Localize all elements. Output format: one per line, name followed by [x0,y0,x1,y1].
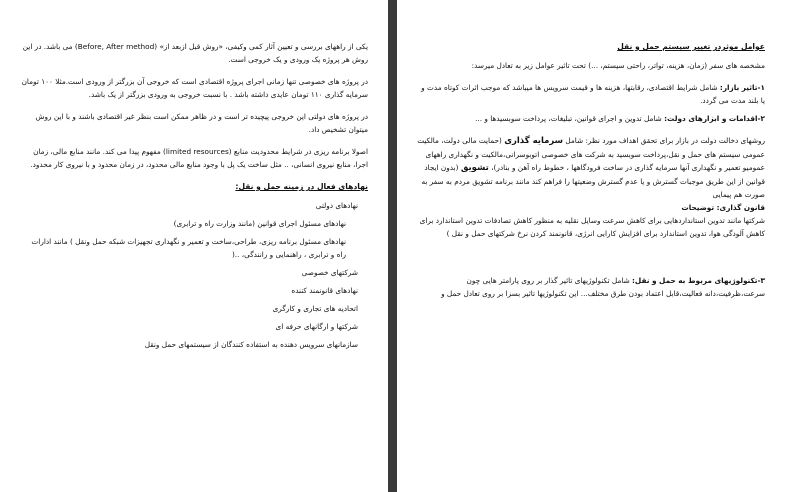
bold-term-legislation: قانون گذاری: توضیحات [681,203,765,212]
paragraph-government-intervention [417,134,765,201]
list-item-law-enforcement: نهادهای مسئول اجرای قوانین (مانند وزارت راه و ترابری) [173,219,346,228]
text-segment: (بدون ایجاد قوانین از این طریق موجبات گسترش و یا عدم گسترش وضعیتها را فراهم کند مانند برنامه تشویق مردم به سفر به صورت هم پیمایی [421,163,765,199]
paragraph-government-actions [417,112,765,125]
factor-text-market: شامل شرایط اقتصادی، رقابتها، هزینه ها و قیمت سرویس ها میباشد که موجب اثرات کوتاه مدت و یا بلند مدت می گردد. [421,83,765,105]
left-document-page [0,0,388,492]
right-document-page [397,0,785,492]
list-item-trade-unions: اتحادیه های تجاری و کارگری [272,304,358,313]
list-item-service-organizations: سازمانهای سرویس دهنده به استفاده کنندگان از سیستمهای حمل ونقل [144,340,358,349]
paragraph-private-projects: در پروژه های خصوصی تنها زمانی اجرای پروژه اقتصادی است که خروجی آن بزرگتر از ورودی است.مثلا ۱۰۰ تومان سرمایه گذاری ۱۱۰ تومان عایدی داشته باشد . با نسبت خروجی به ورودی بزرگتر از یک باشد. [21,77,368,99]
section-heading-active-institutions: نهادهای فعال در زمینه حمل و نقل: [235,182,368,191]
bold-term-investment: سرمایه گذاری [504,136,564,146]
factor-title-technology: ۳-تکنولوژیهای مربوط به حمل و نقل: [632,276,765,285]
paragraph-government-projects: در پروژه های دولتی این خروجی پیچیده تر است و در ظاهر ممکن است بنظر غیر اقتصادی باشند و با این روش میتوان تشخیص داد. [35,112,368,134]
paragraph-limited-resources: اصولا برنامه ریزی در شرایط محدودیت منابع (limited resources) مفهوم پیدا می کند. مانند منابع مالی، زمان اجرا، منابع نیروی انسانی، .. مثل ساخت یک پل با وجود منابع مالی محدود، در زمان محدود و با نیروی کار محدود. [30,147,368,169]
list-item-professional-organizations: شرکتها و ارگانهای حرفه ای [275,322,358,331]
factor-title-market: ۱-تاثیر بازار: [719,83,765,92]
bold-term-encouragement: تشویق [460,163,489,173]
page-gutter [388,0,397,492]
list-item-legislative-institutions: نهادهای قانونمند کننده [291,286,358,295]
list-item-private-companies: شرکتهای خصوصی [301,268,358,277]
paragraph-transport-technologies [417,274,765,300]
text-segment: (حمایت مالی دولت، مالکیت عمومی سیستم های حمل و نقل،پرداخت سوبسید به شرکت های خصوصی اتوبوسرانی،مالکیت و نگهداری راههای عمومیو تعمیر و نگهداری آنها سرمایه گذاری در ساخت فرودگاهها ، خطوط راه آهن و بنادر)، [417,136,765,172]
list-item-government-institutions: نهادهای دولتی [315,201,358,210]
factor-text-government: شامل تدوین و اجرای قوانین، تبلیغات، پرداخت سوبسیدها و ... [475,114,662,123]
paragraph-before-after-method: یکی از راههای بررسی و تعیین آثار کمی وکیفی، «روش قبل ازبعد از» (Before, After method) می باشد. در این روش هر پروژه یک ورودی و یک خروجی است. [22,42,368,64]
text-segment: روشهای دخالت دولت در بازار برای تحقق اهداف مورد نظر: شامل [565,136,765,145]
paragraph-market-effect [417,81,765,107]
section-heading-transport-change-factors: عوامل موثردر تغییر سیستم حمل و نقل [617,42,765,51]
factor-text-technology: شامل تکنولوژیهای تاثیر گذار بر روی پارامتر هایی چون سرعت،ظرفیت،دانه فعالیت،قابل اعتماد بودن طرق مختلف... این تکنولوژیها تاثیر بسزا بر روی تعادل حمل و [441,276,765,298]
paragraph-standards: شرکتها مانند تدوین استانداردهایی برای کاهش سرعت وسایل نقلیه به منظور کاهش تصادفات تدوین استاندارد برای کاهش آلودگی هوا، تدوین استاندارد برای افزایش کارایی انرژی، قانونمند کردن نرخ شرکتهای حمل و نقل ) [419,216,765,238]
list-item-planning-institutions: نهادهای مسئول برنامه ریزی، طراحی،ساخت و تعمیر و نگهداری تجهیزات شبکه حمل ونقل ) مانند ادارات راه و ترابری ، راهنمایی و رانندگی، ..( [31,237,346,259]
paragraph-travel-characteristics: مشخصه های سفر (زمان، هزینه، تواتر، راحتی سیستم، ...) تحت تاثیر عوامل زیر به تعادل میرسد: [471,61,765,70]
factor-title-government: ۲-اقدامات و ابزارهای دولت: [664,114,765,123]
